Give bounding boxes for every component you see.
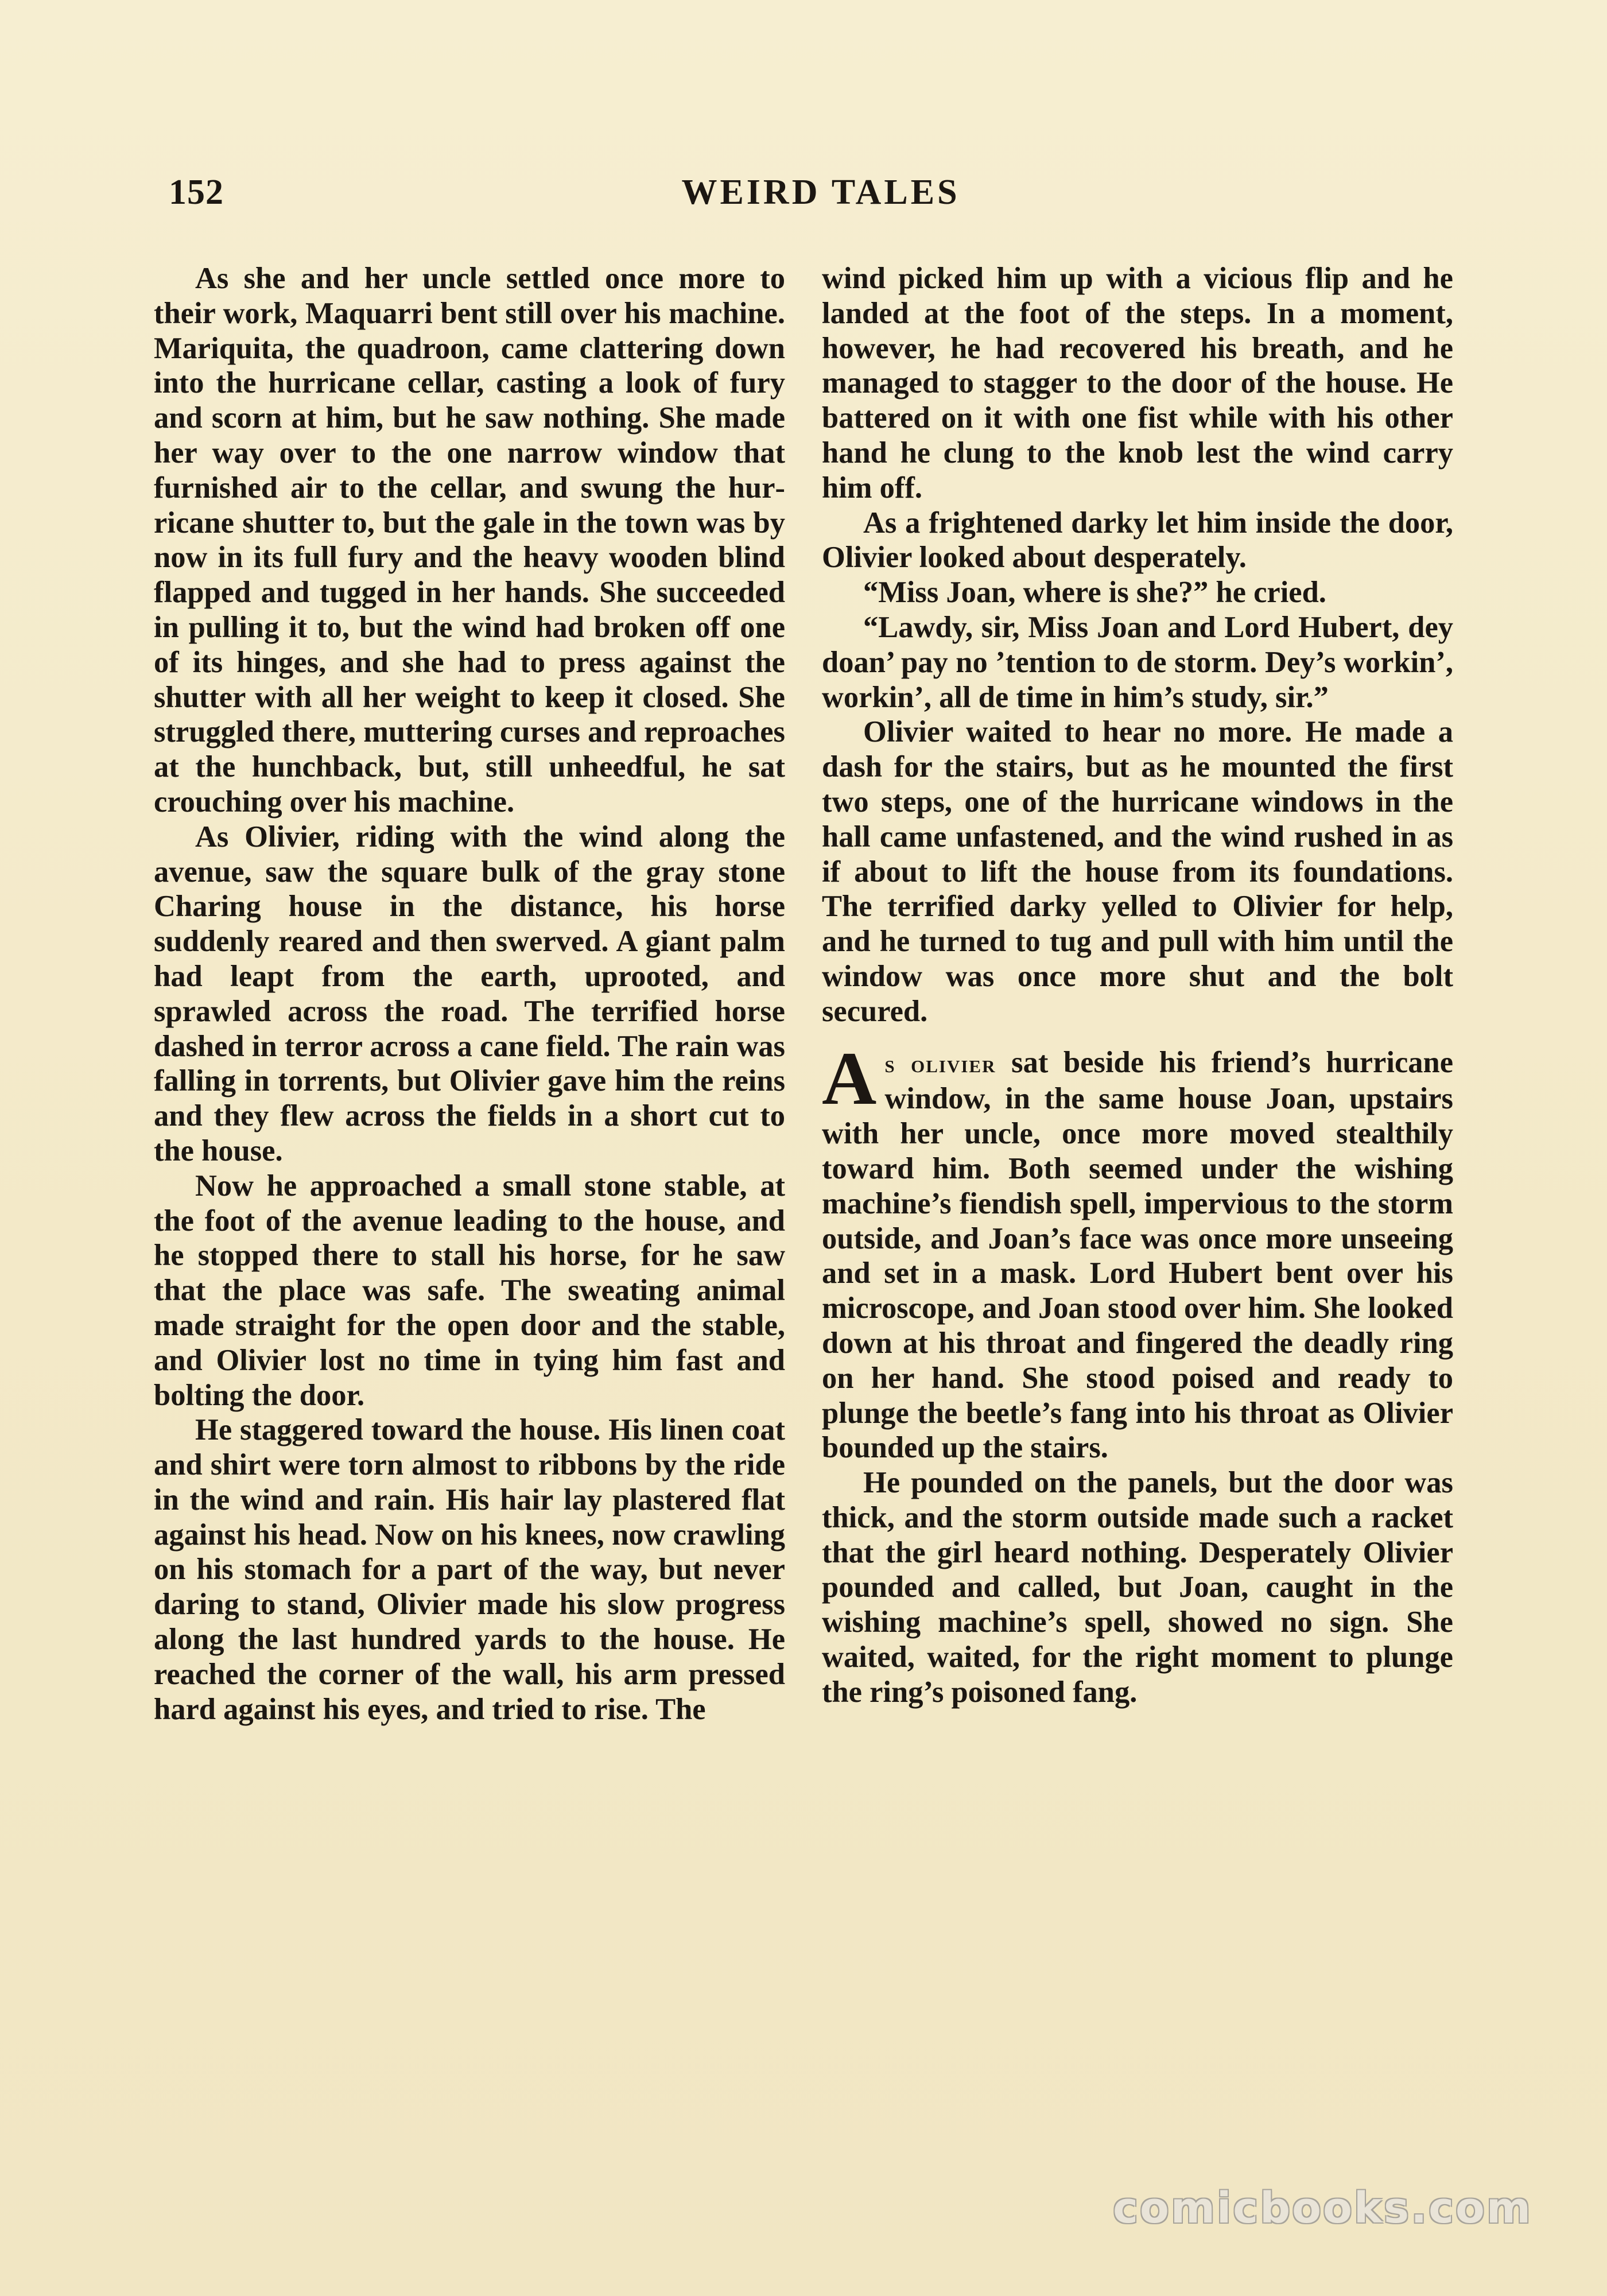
- running-head: WEIRD TALES: [681, 173, 960, 212]
- paragraph-continuation: wind picked him up with a vicious flip and he landed at the foot of the steps. In a moment, however, he had recovered his breath, and he managed to stagger to the door of the house. He battered on it with one fist while with his other hand he clung to the knob lest the wind carry him off.: [822, 262, 1453, 505]
- smallcaps-lead: s olivier: [884, 1049, 996, 1078]
- page-number: 152: [169, 173, 224, 212]
- section-opening-text: sat beside his friend’s hurricane window, in the same house Joan, upstairs with her uncle, once more moved stealthily toward him. Both seemed under the wishing machine’s fiendish spell, impervious to the storm outside, and Joan’s face was once more unseeing and set in a mask. Lord Hubert bent over his microscope, and Joan stood over him. She looked down at his throat and fingered the deadly ring on her hand. She stood poised and ready to plunge the beetle’s fang into his throat as Olivier bounded up the stairs.: [822, 1045, 1453, 1465]
- drop-cap: A: [822, 1035, 877, 1120]
- paragraph: Olivier waited to hear no more. He made a dash for the stairs, but as he mounted the first two steps, one of the hurricane windows in the hall came unfastened, and the wind rushed in as if about to lift the house from its foundations. The terrified darky yelled to Olivier for help, and he turned to tug and pull with him until the window was once more shut and the bolt secured.: [822, 715, 1453, 1028]
- paragraph: “Miss Joan, where is she?” he cried.: [863, 576, 1326, 610]
- paragraph: As Olivier, riding with the wind along the avenue, saw the square bulk of the gray stone Charing house in the distance, his horse suddenly reared and then swerved. A giant palm had leapt from the earth, uprooted, and sprawled across the road. The terrified horse dashed in terror across a cane field. The rain was falling in torrents, but Olivier gave him the reins and they flew across the fields in a short cut to the house.: [154, 820, 785, 1168]
- paragraph: Now he approached a small stone stable, at the foot of the avenue leading to the house, and he stopped there to stall his horse, for he saw that the place was safe. The sweating animal made straight for the open door and the stable, and Olivier lost no time in tying him fast and bolting the door.: [154, 1169, 785, 1412]
- site-watermark: comicbooks.com: [1113, 2183, 1532, 2233]
- paragraph: “Lawdy, sir, Miss Joan and Lord Hubert, dey doan’ pay no ’tention to de storm. Dey’s workin’, workin’, all de time in him’s study, sir.”: [822, 610, 1453, 714]
- paragraph: He staggered toward the house. His linen coat and shirt were torn almost to ribbons by the ride in the wind and rain. His hair lay plastered flat against his head. Now on his knees, now crawling on his stomach for a part of the way, but never daring to stand, Olivier made his slow progress along the last hundred yards to the house. He reached the corner of the wall, his arm pressed hard against his eyes, and tried to rise. The: [154, 1413, 785, 1726]
- right-column: [822, 261, 1453, 1710]
- paragraph: As a frightened darky let him inside the door, Olivier looked about desperately.: [822, 506, 1453, 575]
- page-header: [161, 172, 1446, 224]
- paragraph: As she and her uncle settled once more to their work, Maquarri bent still over his machine. Mariquita, the quadroon, came clattering down into the hurricane cellar, casting a look of fury and scorn at him, but he saw nothing. She made her way over to the one narrow window that furnished air to the cellar, and swung the hurricane shutter to, but the gale in the town was by now in its full fury and the heavy wooden blind flapped and tugged in her hands. She succeeded in pulling it to, but the wind had broken off one of its hinges, and she had to press against the shutter with all her weight to keep it closed. She struggled there, muttering curses and reproaches at the hunchback, but, still unheedful, he sat crouching over his machine.: [154, 262, 785, 819]
- section-opening-paragraph: [822, 1035, 1453, 1466]
- left-column: [154, 261, 785, 1727]
- paragraph: He pounded on the panels, but the door was thick, and the storm outside made such a racket that the girl heard nothing. Desperately Olivier pounded and called, but Joan, caught in the wishing machine’s spell, showed no sign. She waited, waited, for the right moment to plunge the ring’s poisoned fang.: [822, 1466, 1453, 1709]
